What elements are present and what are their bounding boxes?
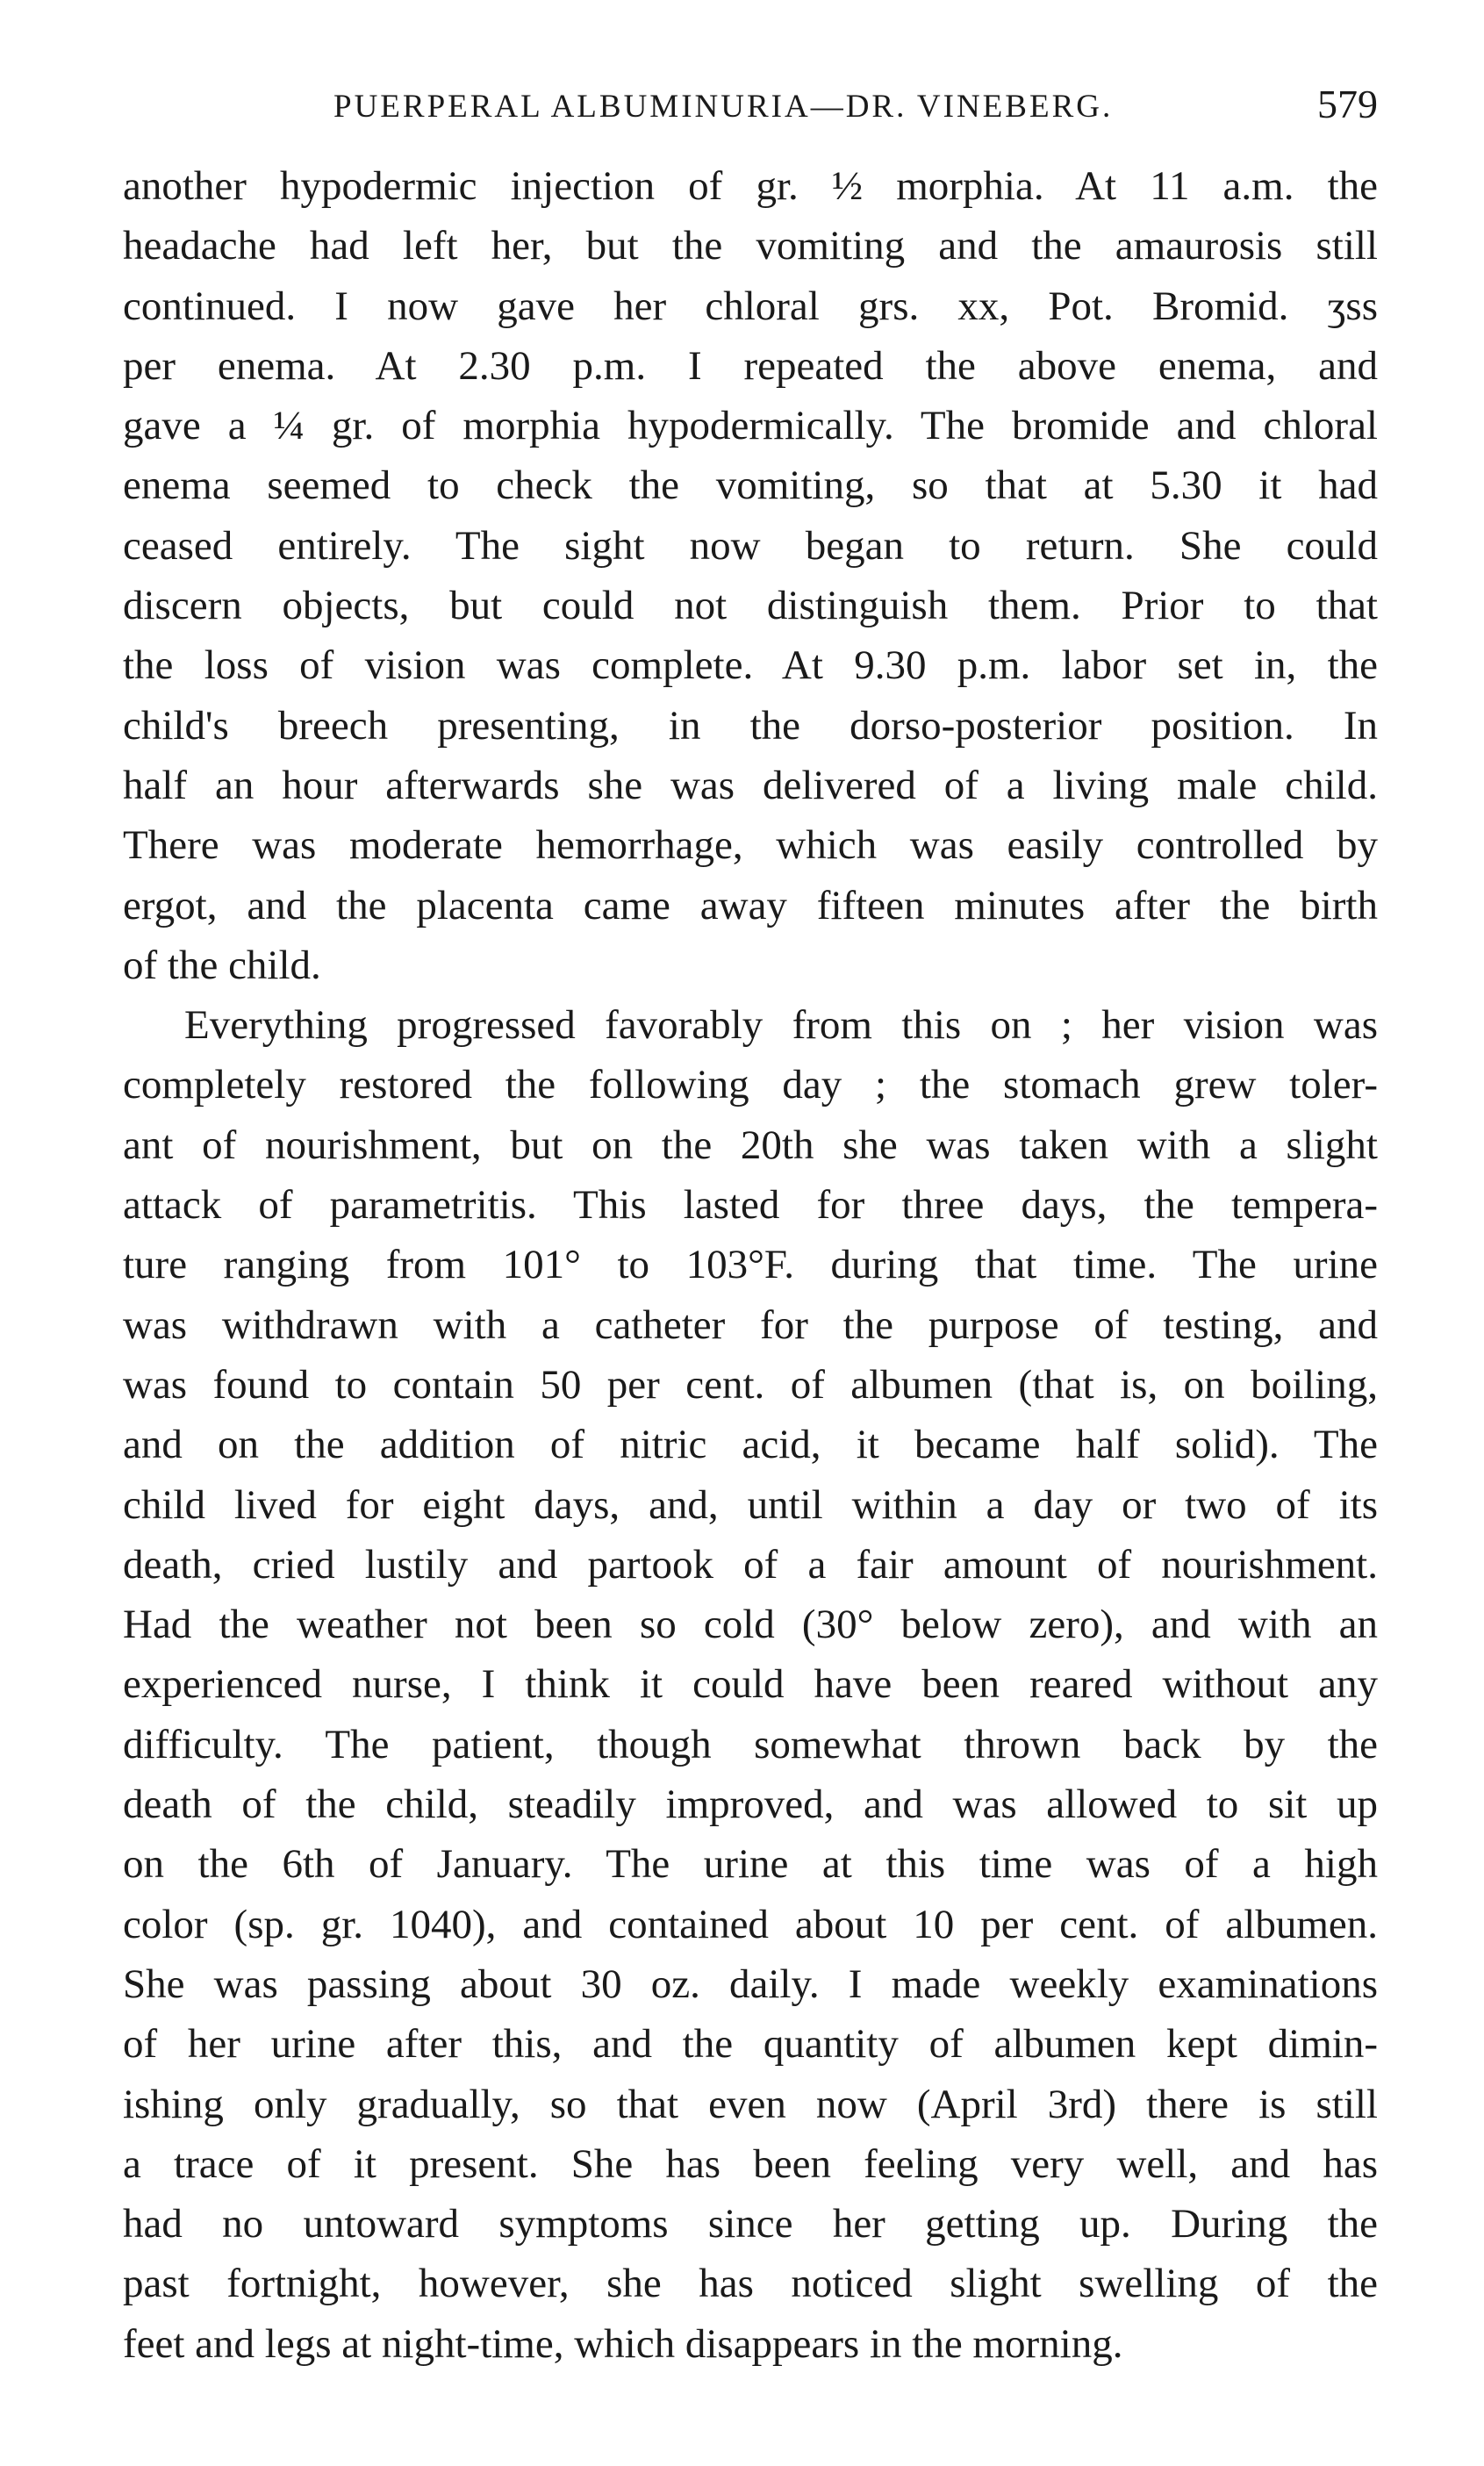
text-line: experienced nurse, I think it could have been reared without any <box>123 1661 1378 1708</box>
running-title: PUERPERAL ALBUMINURIA—DR. VINEBERG. <box>333 89 1114 125</box>
text-line: enema seemed to check the vomiting, so that at 5.30 it had <box>123 462 1378 509</box>
text-line: and on the addition of nitric acid, it became half solid). The <box>123 1422 1378 1468</box>
text-line: death of the child, steadily improved, and was allowed to sit up <box>123 1781 1378 1828</box>
text-line: difficulty. The patient, though somewhat thrown back by the <box>123 1721 1378 1767</box>
paragraph <box>123 995 1378 2374</box>
text-line: gave a ¼ gr. of morphia hypodermically. The bromide and chloral <box>123 403 1378 449</box>
text-line: She was passing about 30 oz. daily. I made weekly examinations <box>123 1961 1378 2007</box>
page-number: 579 <box>1317 82 1378 126</box>
running-head <box>123 81 1378 133</box>
text-line: ture ranging from 101° to 103°F. during that time. The urine <box>123 1242 1378 1288</box>
text-line: ceased entirely. The sight now began to return. She could <box>123 522 1378 569</box>
text-line: child's breech presenting, in the dorso-posterior position. In <box>123 702 1378 749</box>
text-line: feet and legs at night-time, which disappears in the morning. <box>123 2320 1123 2367</box>
text-line: a trace of it present. She has been feeling very well, and has <box>123 2140 1378 2187</box>
text-line: ant of nourishment, but on the 20th she was taken with a slight <box>123 1122 1378 1168</box>
text-line: continued. I now gave her chloral grs. xx, Pot. Bromid. ʒss <box>123 283 1378 329</box>
text-line: ishing only gradually, so that even now (April 3rd) there is still <box>123 2081 1378 2127</box>
text-line: There was moderate hemorrhage, which was easily controlled by <box>123 822 1378 869</box>
body-text <box>123 156 1378 2374</box>
text-line: past fortnight, however, she has noticed slight swelling of the <box>123 2261 1378 2307</box>
text-line: headache had left her, but the vomiting and the amaurosis still <box>123 223 1378 269</box>
text-line: color (sp. gr. 1040), and contained about 10 per cent. of albumen. <box>123 1901 1378 1947</box>
text-line: death, cried lustily and partook of a fair amount of nourishment. <box>123 1541 1378 1588</box>
text-line: had no untoward symptoms since her getting up. During the <box>123 2201 1378 2247</box>
text-line: Had the weather not been so cold (30° below zero), and with an <box>123 1602 1378 1648</box>
text-line: of the child. <box>123 942 321 988</box>
text-line: another hypodermic injection of gr. ½ morphia. At 11 a.m. the <box>123 163 1378 209</box>
text-line: half an hour afterwards she was delivered of a living male child. <box>123 762 1378 808</box>
text-line: ergot, and the placenta came away fifteen minutes after the birth <box>123 882 1378 928</box>
text-line: of her urine after this, and the quantity of albumen kept dimin- <box>123 2021 1378 2068</box>
text-line: was found to contain 50 per cent. of albumen (that is, on boiling, <box>123 1361 1378 1408</box>
text-line: completely restored the following day ; the stomach grew toler- <box>123 1062 1378 1108</box>
text-line: discern objects, but could not distinguish them. Prior to that <box>123 583 1378 629</box>
text-line: per enema. At 2.30 p.m. I repeated the above enema, and <box>123 342 1378 389</box>
text-line: on the 6th of January. The urine at this time was of a high <box>123 1841 1378 1888</box>
paragraph <box>123 156 1378 995</box>
text-line: the loss of vision was complete. At 9.30 p.m. labor set in, the <box>123 642 1378 689</box>
text-line: attack of parametritis. This lasted for three days, the tempera- <box>123 1182 1378 1229</box>
text-line: Everything progressed favorably from this on ; her vision was <box>184 1002 1378 1049</box>
text-line: was withdrawn with a catheter for the purpose of testing, and <box>123 1301 1378 1348</box>
text-line: child lived for eight days, and, until within a day or two of its <box>123 1481 1378 1528</box>
